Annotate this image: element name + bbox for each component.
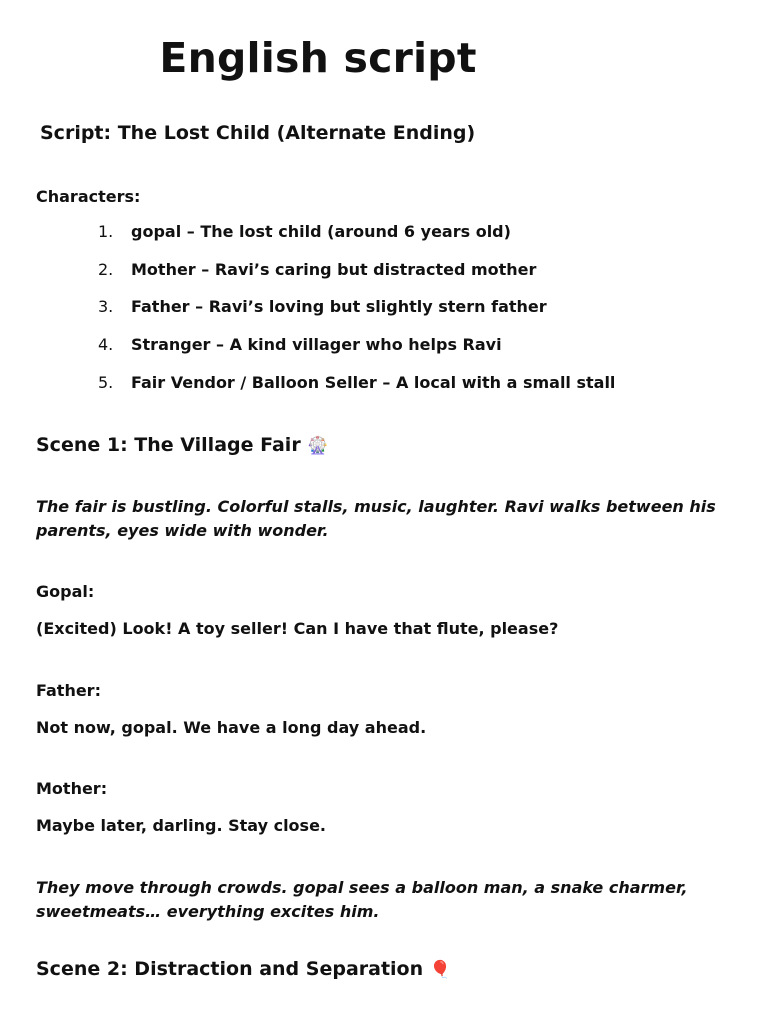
- page-title: English script: [159, 34, 477, 82]
- characters-label: Characters:: [36, 187, 141, 206]
- scene-2-heading: [36, 958, 451, 980]
- scene-2-heading-text: Scene 2: Distraction and Separation: [36, 958, 424, 980]
- character-text: gopal – The lost child (around 6 years old): [131, 222, 511, 241]
- stage-direction: They move through crowds. gopal sees a balloon man, a snake charmer, sweetmeats… everything excites him.: [36, 878, 688, 921]
- speaker-father: Father:: [36, 681, 101, 700]
- list-number: 4.: [98, 335, 114, 355]
- character-text: Fair Vendor / Balloon Seller – A local with a small stall: [131, 372, 616, 392]
- character-text: Father – Ravi’s loving but slightly stern father: [131, 297, 547, 317]
- character-text: Mother – Ravi’s caring but distracted mother: [131, 259, 537, 279]
- scene-1-heading-text: Scene 1: The Village Fair: [36, 434, 301, 456]
- list-number: 5.: [98, 372, 114, 392]
- balloon-icon: 🎈: [429, 960, 451, 980]
- script-subtitle: Script: The Lost Child (Alternate Ending): [40, 122, 476, 144]
- ferris-wheel-icon: 🎡: [307, 436, 329, 456]
- dialogue-line: (Excited) Look! A toy seller! Can I have that flute, please?: [36, 619, 559, 638]
- character-text: Stranger – A kind villager who helps Ravi: [131, 335, 502, 355]
- scene-1-heading: [36, 434, 328, 456]
- speaker-mother: Mother:: [36, 779, 108, 798]
- dialogue-line: Maybe later, darling. Stay close.: [36, 816, 326, 835]
- list-number: 1.: [98, 222, 114, 241]
- list-number: 2.: [98, 259, 114, 279]
- stage-direction: The fair is bustling. Colorful stalls, music, laughter. Ravi walks between his parents, eyes wide with wonder.: [36, 497, 716, 540]
- dialogue-line: Not now, gopal. We have a long day ahead.: [36, 718, 427, 737]
- speaker-gopal: Gopal:: [36, 582, 95, 601]
- list-number: 3.: [98, 297, 114, 317]
